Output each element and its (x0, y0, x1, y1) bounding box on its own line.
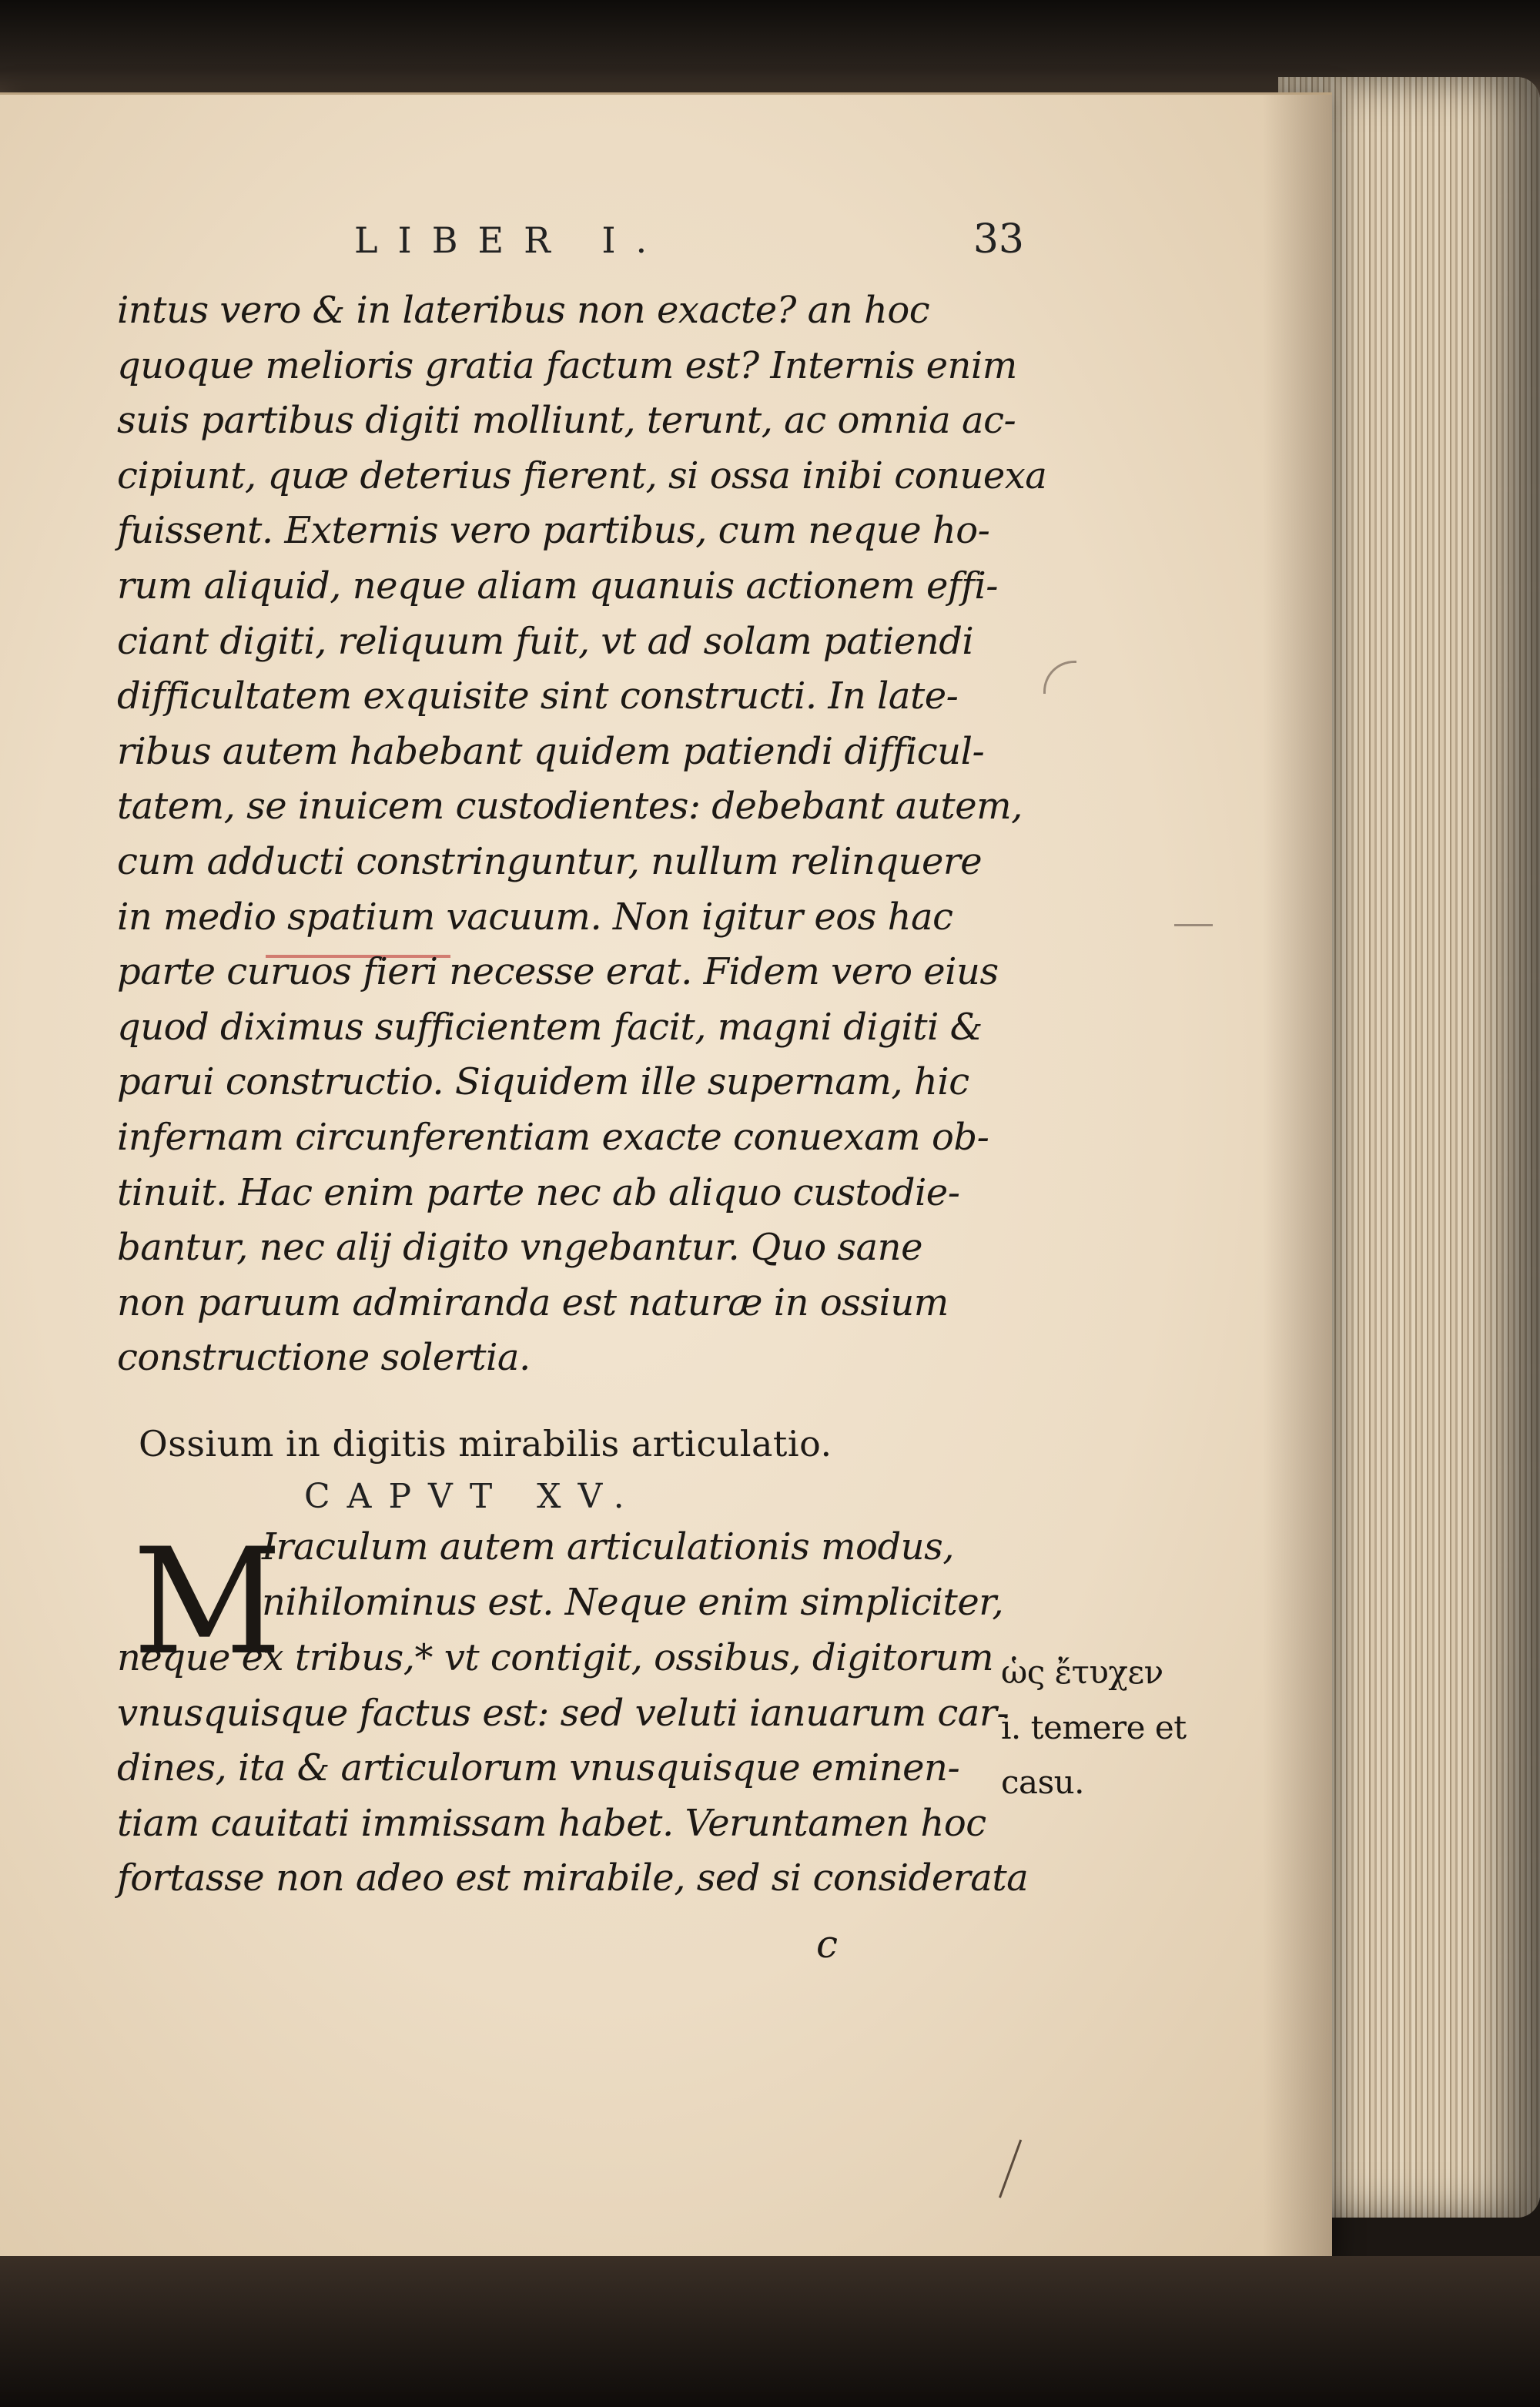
bottom-shadow (0, 2256, 1540, 2407)
text-line: bantur, nec alij digito vngebantur. Quo sane (117, 1226, 922, 1270)
text-line: constructione solertia. (117, 1336, 531, 1380)
text-line: cum adducti constringuntur, nullum relinquere (117, 839, 983, 883)
text-line: infernam circunferentiam exacte conuexam ob- (117, 1115, 989, 1159)
text-line: fortasse non adeo est mirabile, sed si considerata (117, 1856, 1029, 1900)
text-line: non paruum admiranda est naturæ in ossium (117, 1280, 949, 1324)
text-line: suis partibus digiti molliunt, terunt, ac omnia ac- (117, 399, 1016, 443)
margin-dash-mark (1174, 924, 1213, 926)
text-line: tiam cauitati immissam habet. Veruntamen hoc (117, 1801, 986, 1845)
text-line: in medio spatium vacuum. Non igitur eos hac (117, 895, 953, 939)
gloss-line: casu. (1001, 1763, 1085, 1802)
text-line: parui constructio. Siquidem ille supernam, hic (117, 1060, 969, 1104)
running-header (354, 216, 1024, 273)
signature-mark: c (816, 1922, 839, 1967)
text-line: tinuit. Hac enim parte nec ab aliquo custodie- (117, 1170, 960, 1214)
chapter-text (117, 1631, 1029, 1907)
text-line: quoque melioris gratia factum est? Internis enim (117, 343, 1017, 387)
text-line: intus vero & in lateribus non exacte? an hoc (117, 289, 930, 332)
text-line: difficultatem exquisite sint constructi. In late- (117, 675, 959, 718)
gloss-line: ὡς ἔτυχεν (1001, 1653, 1163, 1691)
text-line: fuissent. Externis vero partibus, cum neque ho- (117, 509, 990, 553)
text-line: cipiunt, quæ deterius fierent, si ossa inibi conuexa (117, 454, 1047, 497)
text-line: vnusquisque factus est: sed veluti ianuarum car- (117, 1691, 1009, 1735)
text-line: rum aliquid, neque aliam quanuis actionem effi- (117, 564, 998, 608)
text-line: tatem, se inuicem custodientes: debebant autem, (117, 785, 1023, 829)
main-text (117, 283, 1047, 1386)
text-line: neque ex tribus,* vt contigit, ossibus, digitorum (117, 1636, 994, 1679)
chapter-heading: CAPVT XV. (304, 1477, 641, 1516)
text-line: ciant digiti, reliquum fuit, vt ad solam patiendi (117, 619, 974, 663)
margin-gloss (1001, 1645, 1187, 1810)
gloss-line: i. temere et (1001, 1708, 1187, 1746)
text-line: dines, ita & articulorum vnusquisque eminen- (117, 1746, 960, 1790)
section-sidenote: Ossium in digitis mirabilis articulatio. (139, 1423, 832, 1465)
text-line: quod diximus sufficientem facit, magni digiti & (117, 1005, 983, 1049)
folio-number: 33 (973, 216, 1024, 263)
running-title: LIBER I. (354, 219, 668, 261)
drop-capital: M (132, 1517, 283, 1687)
chapter-opening (262, 1520, 1024, 1630)
text-line: Iraculum autem articulationis modus, (262, 1525, 954, 1568)
text-line: parte curuos fieri necesse erat. Fidem vero eius (117, 950, 999, 994)
text-line: nihilominus est. Neque enim simpliciter, (262, 1580, 1004, 1624)
text-line: ribus autem habebant quidem patiendi difficul- (117, 729, 985, 773)
